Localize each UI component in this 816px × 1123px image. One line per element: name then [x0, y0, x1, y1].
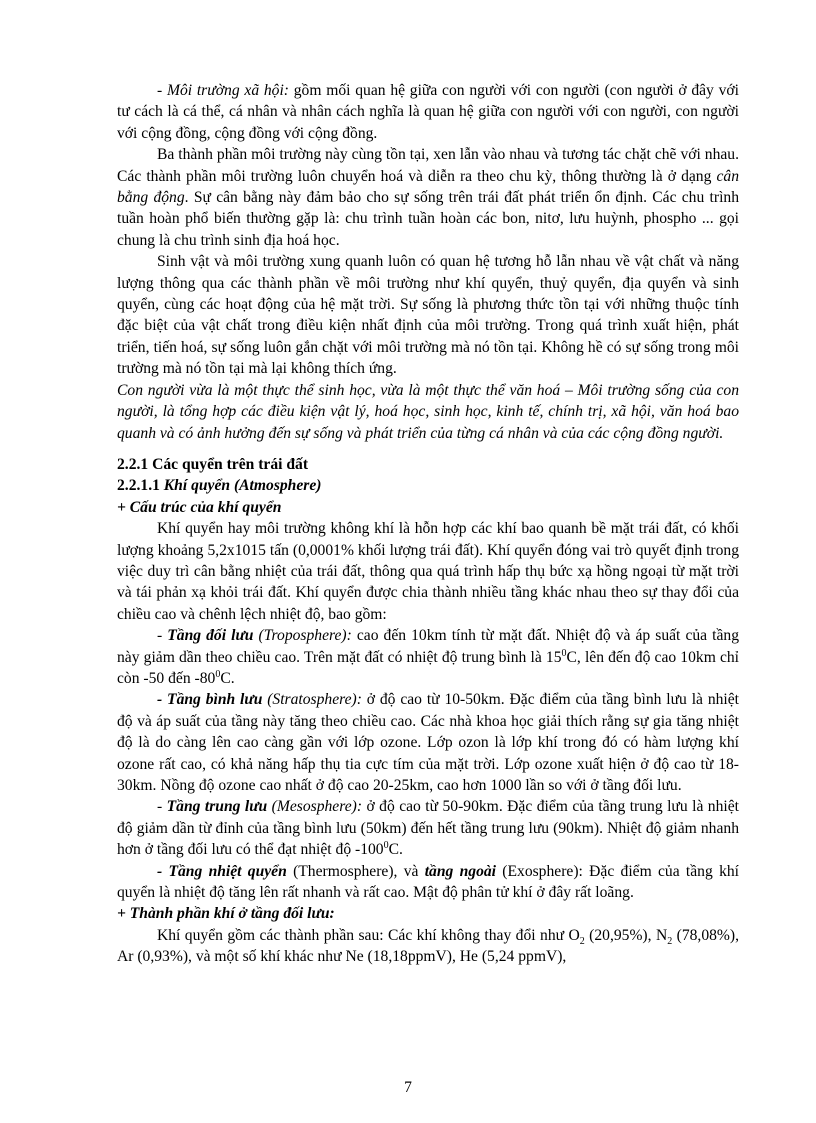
paragraph-text: (Exosphere): Đặc điểm của tầng khí quyển là nhiệt độ tăng lên rất nhanh và rất cao. Mật độ phân tử khí ở đây rất loãng. — [117, 862, 739, 902]
paragraph-text: Khí quyển gồm các thành phần sau: Các khí không thay đổi như O — [157, 926, 580, 944]
heading-title: Khí quyển (Atmosphere) — [163, 477, 322, 495]
paragraph-text: gồm mối quan hệ giữa con người với con người (con người ở đây với tư cách là cá thể, cá nhân và nhân cách nghĩa là quan hệ giữa con người với con người, con người với cộng đồng, cộng đồng với cộng đồng. — [117, 82, 739, 142]
paragraph-text: C, lên đến độ cao 10km chỉ còn -50 đến -80 — [117, 648, 740, 687]
degree-superscript: 0 — [561, 647, 567, 659]
degree-superscript: 0 — [215, 668, 221, 680]
term-thermosphere: - Tầng nhiệt quyển — [157, 862, 287, 880]
paragraph-text: (78,08%), Ar (0,93%), và một số khí khác như Ne (18,18ppmV), He (5,24 ppmV), — [117, 926, 739, 966]
paragraph-gas-composition — [117, 925, 739, 968]
degree-superscript: 0 — [383, 840, 389, 852]
page-number: 7 — [404, 1079, 412, 1096]
subscript: 2 — [579, 935, 585, 947]
term-latin: (Stratosphere): — [262, 691, 362, 709]
dash: - — [157, 798, 167, 816]
term-latin: (Mesosphere): — [267, 798, 363, 816]
paragraph-text: (20,95%), N — [584, 926, 668, 944]
paragraph-text: cao đến 10km tính từ mặt đất. Nhiệt độ và áp suất của tầng này giảm dần theo chiều cao. Trên mặt đất có nhiệt độ trung bình là 15 — [117, 627, 739, 666]
paragraph-text: C. — [220, 669, 235, 687]
term-troposphere: Tầng đối lưu — [167, 627, 254, 645]
term-mesosphere: Tầng trung lưu — [166, 798, 268, 816]
heading-number: 2.2.1.1 — [117, 477, 164, 495]
paragraph-mesosphere — [117, 796, 739, 860]
subscript: 2 — [667, 935, 673, 947]
paragraph-text: ở độ cao từ 10-50km. Đặc điểm của tầng bình lưu là nhiệt độ và áp suất của tầng này tăng theo chiều cao. Các nhà khoa học giải thích rằng sự gia tăng nhiệt độ là do càng lên cao càng gần với lớp ozone. Lớp ozon là lớp khí trong đó có hàm lượng khí ozone rất cao, có khả năng hấp thụ tia cực tím của mặt trời. Lớp ozone xuất hiện ở độ cao từ 18-30km. Nồng độ ozone cao nhất ở độ cao 20-25km, cao hơn 1000 lần so với ở tầng đối lưu. — [117, 691, 739, 794]
paragraph-text: C. — [388, 841, 403, 859]
term-dynamic-balance: cân bằng động — [117, 167, 739, 207]
term-stratosphere: - Tầng bình lưu — [157, 691, 263, 709]
paragraph-thermosphere — [117, 861, 739, 904]
paragraph-three-components — [117, 144, 739, 251]
term-exosphere: tầng ngoài — [424, 862, 497, 880]
term-social-environment: - Môi trường xã hội: — [157, 82, 289, 99]
section-heading-2-2-1: 2.2.1 Các quyển trên trái đất — [117, 455, 309, 473]
document-page — [117, 80, 739, 968]
spacer — [117, 444, 739, 454]
paragraph-troposphere — [117, 625, 739, 689]
paragraph-text: . Sự cân bằng này đảm bảo cho sự sống trên trái đất phát triển ổn định. Các chu trình tuần hoàn phổ biến thường gặp là: chu trình tuần hoàn các bon, nitơ, lưu huỳnh, phospho ... gọi chung là chu trình sinh địa hoá học. — [117, 189, 739, 249]
paragraph-text: Ba thành phần môi trường này cùng tồn tại, xen lẫn vào nhau và tương tác chặt chẽ với nhau. Các thành phần môi trường luôn chuyển hoá và diễn ra theo chu kỳ, thông thường là ở dạng — [117, 146, 739, 185]
paragraph-human-environment: Con người vừa là một thực thể sinh học, vừa là một thực thể văn hoá – Môi trường sống của con người, là tổng hợp các điều kiện vật lý, hoá học, sinh học, kinh tế, chính trị, xã hội, văn hoá bao quanh và có ảnh hưởng đến sự sống và phát triển của từng cá nhân và của các cộng đồng người. — [117, 381, 739, 442]
subheading-atmosphere-structure: + Cấu trúc của khí quyển — [117, 498, 282, 516]
paragraph-atmosphere-definition: Khí quyển hay môi trường không khí là hỗn hợp các khí bao quanh bề mặt trái đất, có khối lượng khoảng 5,2x1015 tấn (0,0001% khối lượng trái đất). Khí quyển đóng vai trò quyết định trong việc duy trì cân bằng nhiệt của trái đất, thông qua quá trình hấp thụ bức xạ hồng ngoại từ mặt trời và tái phản xạ khỏi trái đất. Khí quyển được chia thành nhiều tầng khác nhau theo sự thay đổi của chiều cao và chênh lệch nhiệt độ, bao gồm: — [117, 520, 739, 623]
paragraph-text: (Thermosphere), và — [286, 862, 425, 880]
paragraph-stratosphere — [117, 689, 739, 796]
paragraph-text: ở độ cao từ 50-90km. Đặc điểm của tầng trung lưu là nhiệt độ giảm dần từ đỉnh của tầng bình lưu (50km) đến hết tầng trung lưu (90km). Nhiệt độ giảm nhanh hơn ở tầng đối lưu có thể đạt nhiệt độ -100 — [117, 798, 739, 859]
term-latin: (Troposphere): — [253, 627, 352, 645]
dash: - — [157, 627, 168, 645]
subheading-troposphere-composition: + Thành phần khí ở tầng đối lưu: — [117, 905, 335, 923]
section-heading-2-2-1-1 — [117, 475, 739, 496]
paragraph-organisms-environment: Sinh vật và môi trường xung quanh luôn có quan hệ tương hỗ lẫn nhau về vật chất và năng lượng thông qua các thành phần về môi trường như khí quyển, thuỷ quyển, địa quyển và sinh quyển, cùng các hoạt động của hệ mặt trời. Sự sống là phương thức tồn tại với những thuộc tính đặc biệt của vật chất trong điều kiện nhất định của môi trường. Trong quá trình xuất hiện, phát triển, tiến hoá, sự sống luôn gắn chặt với môi trường mà nó tồn tại. Không hề có sự sống trong môi trường mà nó tồn tại mà lại không thích ứng. — [117, 253, 739, 378]
paragraph-social-environment — [117, 80, 739, 144]
